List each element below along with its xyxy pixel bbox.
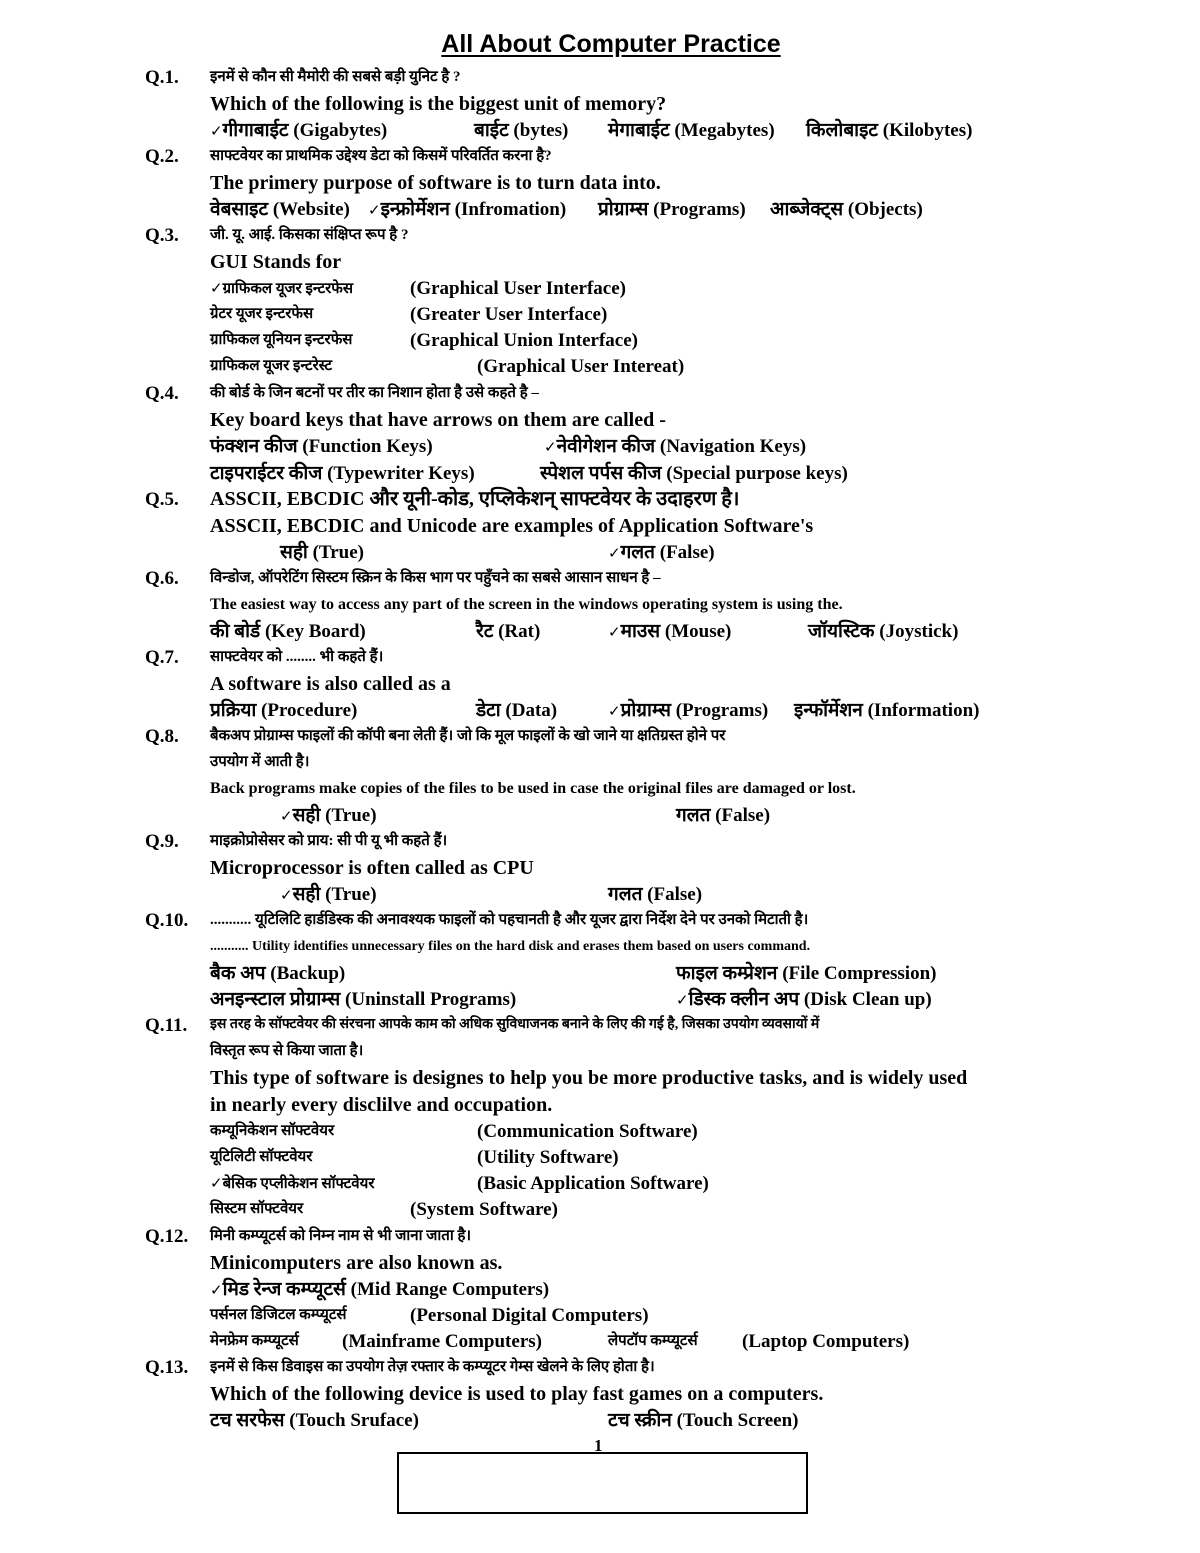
question-hindi: इनमें से कौन सी मैमोरी की सबसे बड़ी युनिट है ?: [210, 69, 461, 85]
checkmark-icon: ✓: [280, 886, 293, 904]
question-hindi-cont: विस्तृत रूप से किया जाता है।: [210, 1043, 364, 1059]
checkmark-icon: ✓: [608, 623, 621, 641]
option-c-correct: ✓बेसिक एप्लीकेशन सॉफ्टवेयर: [210, 1174, 375, 1192]
question-hindi: साफ्टवेयर को ........ भी कहते हैं।: [210, 649, 384, 665]
option-a-correct: ✓ग्राफिकल यूजर इन्टरफेस: [210, 279, 354, 297]
option-c: मेगाबाईट (Megabytes): [608, 120, 775, 141]
option-a: की बोर्ड (Key Board): [210, 621, 366, 642]
question-hindi: इस तरह के सॉफ्टवेयर की संरचना आपके काम को अधिक सुविधाजनक बनाने के लिए की गई है, जिसका उपयोग व्यवसायों में: [210, 1017, 820, 1032]
option-d-correct: ✓डिस्क क्लीन अप (Disk Clean up): [676, 989, 932, 1010]
option-d-english: (System Software): [410, 1199, 558, 1220]
option-d: जॉयस्टिक (Joystick): [808, 621, 959, 642]
option-b: गलत (False): [676, 805, 771, 826]
option-a-correct: ✓मिड रेन्ज कम्प्यूटर्स (Mid Range Computers): [210, 1279, 550, 1300]
page-number: 1: [594, 1436, 603, 1455]
option-d-hindi: सिस्टम सॉफ्टवेयर: [210, 1201, 304, 1217]
option-b-english: (Personal Digital Computers): [410, 1305, 649, 1326]
question-english: Which of the following device is used to play fast games on a computers.: [210, 1383, 824, 1405]
question-number: Q.6.: [145, 568, 179, 589]
question-english: Key board keys that have arrows on them are called -: [210, 409, 666, 431]
question-english: The easiest way to access any part of the screen in the windows operating system is using the.: [210, 596, 843, 613]
question-hindi: जी. यू. आई. किसका संक्षिप्त रूप है ?: [210, 227, 409, 243]
question-number: Q.9.: [145, 831, 179, 852]
question-number: Q.2.: [145, 146, 179, 167]
question-english-cont: in nearly every disclilve and occupation.: [210, 1094, 553, 1116]
option-d-english: (Laptop Computers): [742, 1331, 910, 1352]
question-english: This type of software is designes to help you be more productive tasks, and is widely used: [210, 1067, 968, 1089]
checkmark-icon: ✓: [210, 279, 223, 297]
question-number: Q.13.: [145, 1357, 189, 1378]
option-a: प्रक्रिया (Procedure): [210, 700, 358, 721]
checkmark-icon: ✓: [676, 991, 689, 1009]
question-hindi: माइक्रोप्रोसेसर को प्राय: सी पी यू भी कहते हैं।: [210, 833, 448, 849]
option-d-hindi: ग्राफिकल यूजर इन्टरेस्ट: [210, 358, 333, 374]
question-number: Q.10.: [145, 910, 189, 931]
question-english: Minicomputers are also known as.: [210, 1252, 503, 1274]
question-number: Q.5.: [145, 489, 179, 510]
question-number: Q.4.: [145, 383, 179, 404]
question-hindi: ........... यूटिलिटि हार्डडिस्क की अनावश्यक फाइलों को पहचानती है और यूजर द्वारा निर्देश देने पर उनको मिटाती है।: [210, 912, 809, 928]
option-c-english: (Graphical Union Interface): [410, 330, 638, 351]
option-c-english: (Basic Application Software): [477, 1173, 709, 1194]
question-hindi-cont: उपयोग में आती है।: [210, 754, 310, 770]
question-english: Microprocessor is often called as CPU: [210, 857, 534, 879]
question-hindi: बैकअप प्रोग्राम्स फाइलों की कॉपी बना लेती हैं। जो कि मूल फाइलों के खो जाने या क्षतिग्रस्त होने पर: [210, 728, 726, 744]
option-b-correct: ✓गलत (False): [608, 542, 715, 563]
option-d: किलोबाइट (Kilobytes): [806, 120, 973, 141]
checkmark-icon: ✓: [210, 1281, 223, 1299]
option-b-correct: ✓नेवीगेशन कीज (Navigation Keys): [544, 436, 807, 457]
option-b-english: (Utility Software): [477, 1147, 619, 1168]
option-a: वेबसाइट (Website): [210, 199, 350, 220]
checkmark-icon: ✓: [210, 122, 223, 140]
question-number: Q.1.: [145, 67, 179, 88]
option-d: इन्फॉर्मेशन (Information): [794, 700, 980, 721]
question-hindi: इनमें से किस डिवाइस का उपयोग तेज़ रफ्तार के कम्प्यूटर गेम्स खेलने के लिए होता है।: [210, 1359, 655, 1375]
option-a-english: (Graphical User Interface): [410, 278, 626, 299]
option-b-hindi: ग्रेटर यूजर इन्टरफेस: [210, 306, 314, 322]
option-a-correct: ✓सही (True): [280, 805, 377, 826]
option-c: प्रोग्राम्स (Programs): [598, 199, 746, 220]
option-c: टाइपराईटर कीज (Typewriter Keys): [210, 463, 475, 484]
option-d: स्पेशल पर्पस कीज (Special purpose keys): [540, 463, 848, 484]
option-b: रैट (Rat): [476, 621, 541, 642]
checkmark-icon: ✓: [368, 201, 381, 219]
question-english: GUI Stands for: [210, 251, 342, 273]
question-hindi: साफ्टवेयर का प्राथमिक उद्देश्य डेटा को किसमें परिवर्तित करना है?: [210, 148, 552, 164]
question-number: Q.11.: [145, 1015, 188, 1036]
option-c-hindi: ग्राफिकल यूनियन इन्टरफेस: [210, 332, 353, 348]
question-english: Which of the following is the biggest unit of memory?: [210, 93, 667, 115]
option-b: गलत (False): [608, 884, 703, 905]
option-c-english: (Mainframe Computers): [342, 1331, 542, 1352]
option-b-correct: ✓इन्फ्रोर्मेशन (Infromation): [368, 199, 567, 220]
question-hindi: मिनी कम्प्यूटर्स को निम्न नाम से भी जाना जाता है।: [210, 1228, 472, 1244]
option-b-english: (Greater User Interface): [410, 304, 608, 325]
option-d-english: (Graphical User Intereat): [477, 356, 685, 377]
question-number: Q.3.: [145, 225, 179, 246]
option-b: बाईट (bytes): [474, 120, 569, 141]
option-b: डेटा (Data): [476, 700, 558, 721]
option-c: अनइन्स्टाल प्रोग्राम्स (Uninstall Programs): [210, 989, 517, 1010]
question-english: ASSCII, EBCDIC and Unicode are examples of Application Software's: [210, 515, 814, 537]
question-hindi: ASSCII, EBCDIC और यूनी-कोड, एप्लिकेशन् साफ्टवेयर के उदाहरण है।: [210, 488, 740, 510]
option-a-correct: ✓गीगाबाईट (Gigabytes): [210, 120, 388, 141]
option-b-hindi: यूटिलिटी सॉफ्टवेयर: [210, 1149, 313, 1165]
option-c-correct: ✓प्रोग्राम्स (Programs): [608, 700, 769, 721]
option-a-english: (Communication Software): [477, 1121, 698, 1142]
option-c-hindi: मेनफ्रेम कम्प्यूटर्स: [210, 1333, 299, 1349]
option-d: आब्जेक्ट्स (Objects): [770, 199, 923, 220]
checkmark-icon: ✓: [608, 544, 621, 562]
question-hindi: विन्डोज, ऑपरेटिंग सिस्टम स्क्रिन के किस भाग पर पहुँचने का सबसे आसान साधन है –: [210, 570, 661, 586]
option-a: बैक अप (Backup): [210, 963, 346, 984]
question-hindi: की बोर्ड के जिन बटनों पर तीर का निशान होता है उसे कहते है –: [210, 385, 539, 401]
option-b: टच स्क्रीन (Touch Screen): [608, 1410, 799, 1431]
option-b: फाइल कम्प्रेशन (File Compression): [676, 963, 937, 984]
option-c-correct: ✓माउस (Mouse): [608, 621, 732, 642]
option-a: टच सरफेस (Touch Sruface): [210, 1410, 419, 1431]
option-a-correct: ✓सही (True): [280, 884, 377, 905]
option-b-hindi: पर्सनल डिजिटल कम्प्यूटर्स: [210, 1307, 347, 1323]
question-english: Back programs make copies of the files to be used in case the original files are damaged or lost.: [210, 780, 856, 797]
checkmark-icon: ✓: [608, 702, 621, 720]
checkmark-icon: ✓: [280, 807, 293, 825]
question-number: Q.12.: [145, 1226, 189, 1247]
question-english: The primery purpose of software is to turn data into.: [210, 172, 661, 194]
option-d-hindi: लेपटॉप कम्प्यूटर्स: [608, 1333, 698, 1349]
question-english: ........... Utility identifies unnecessary files on the hard disk and erases them based on users command.: [210, 939, 811, 954]
question-number: Q.8.: [145, 726, 179, 747]
option-a: सही (True): [280, 542, 364, 563]
option-a: फंक्शन कीज (Function Keys): [210, 436, 433, 457]
page-title: All About Computer Practice: [441, 30, 781, 58]
question-number: Q.7.: [145, 647, 179, 668]
checkmark-icon: ✓: [210, 1174, 223, 1192]
question-english: A software is also called as a: [210, 673, 451, 695]
option-a-hindi: कम्यूनिकेशन सॉफ्टवेयर: [210, 1123, 335, 1139]
footer-box: [397, 1452, 808, 1514]
checkmark-icon: ✓: [544, 438, 557, 456]
